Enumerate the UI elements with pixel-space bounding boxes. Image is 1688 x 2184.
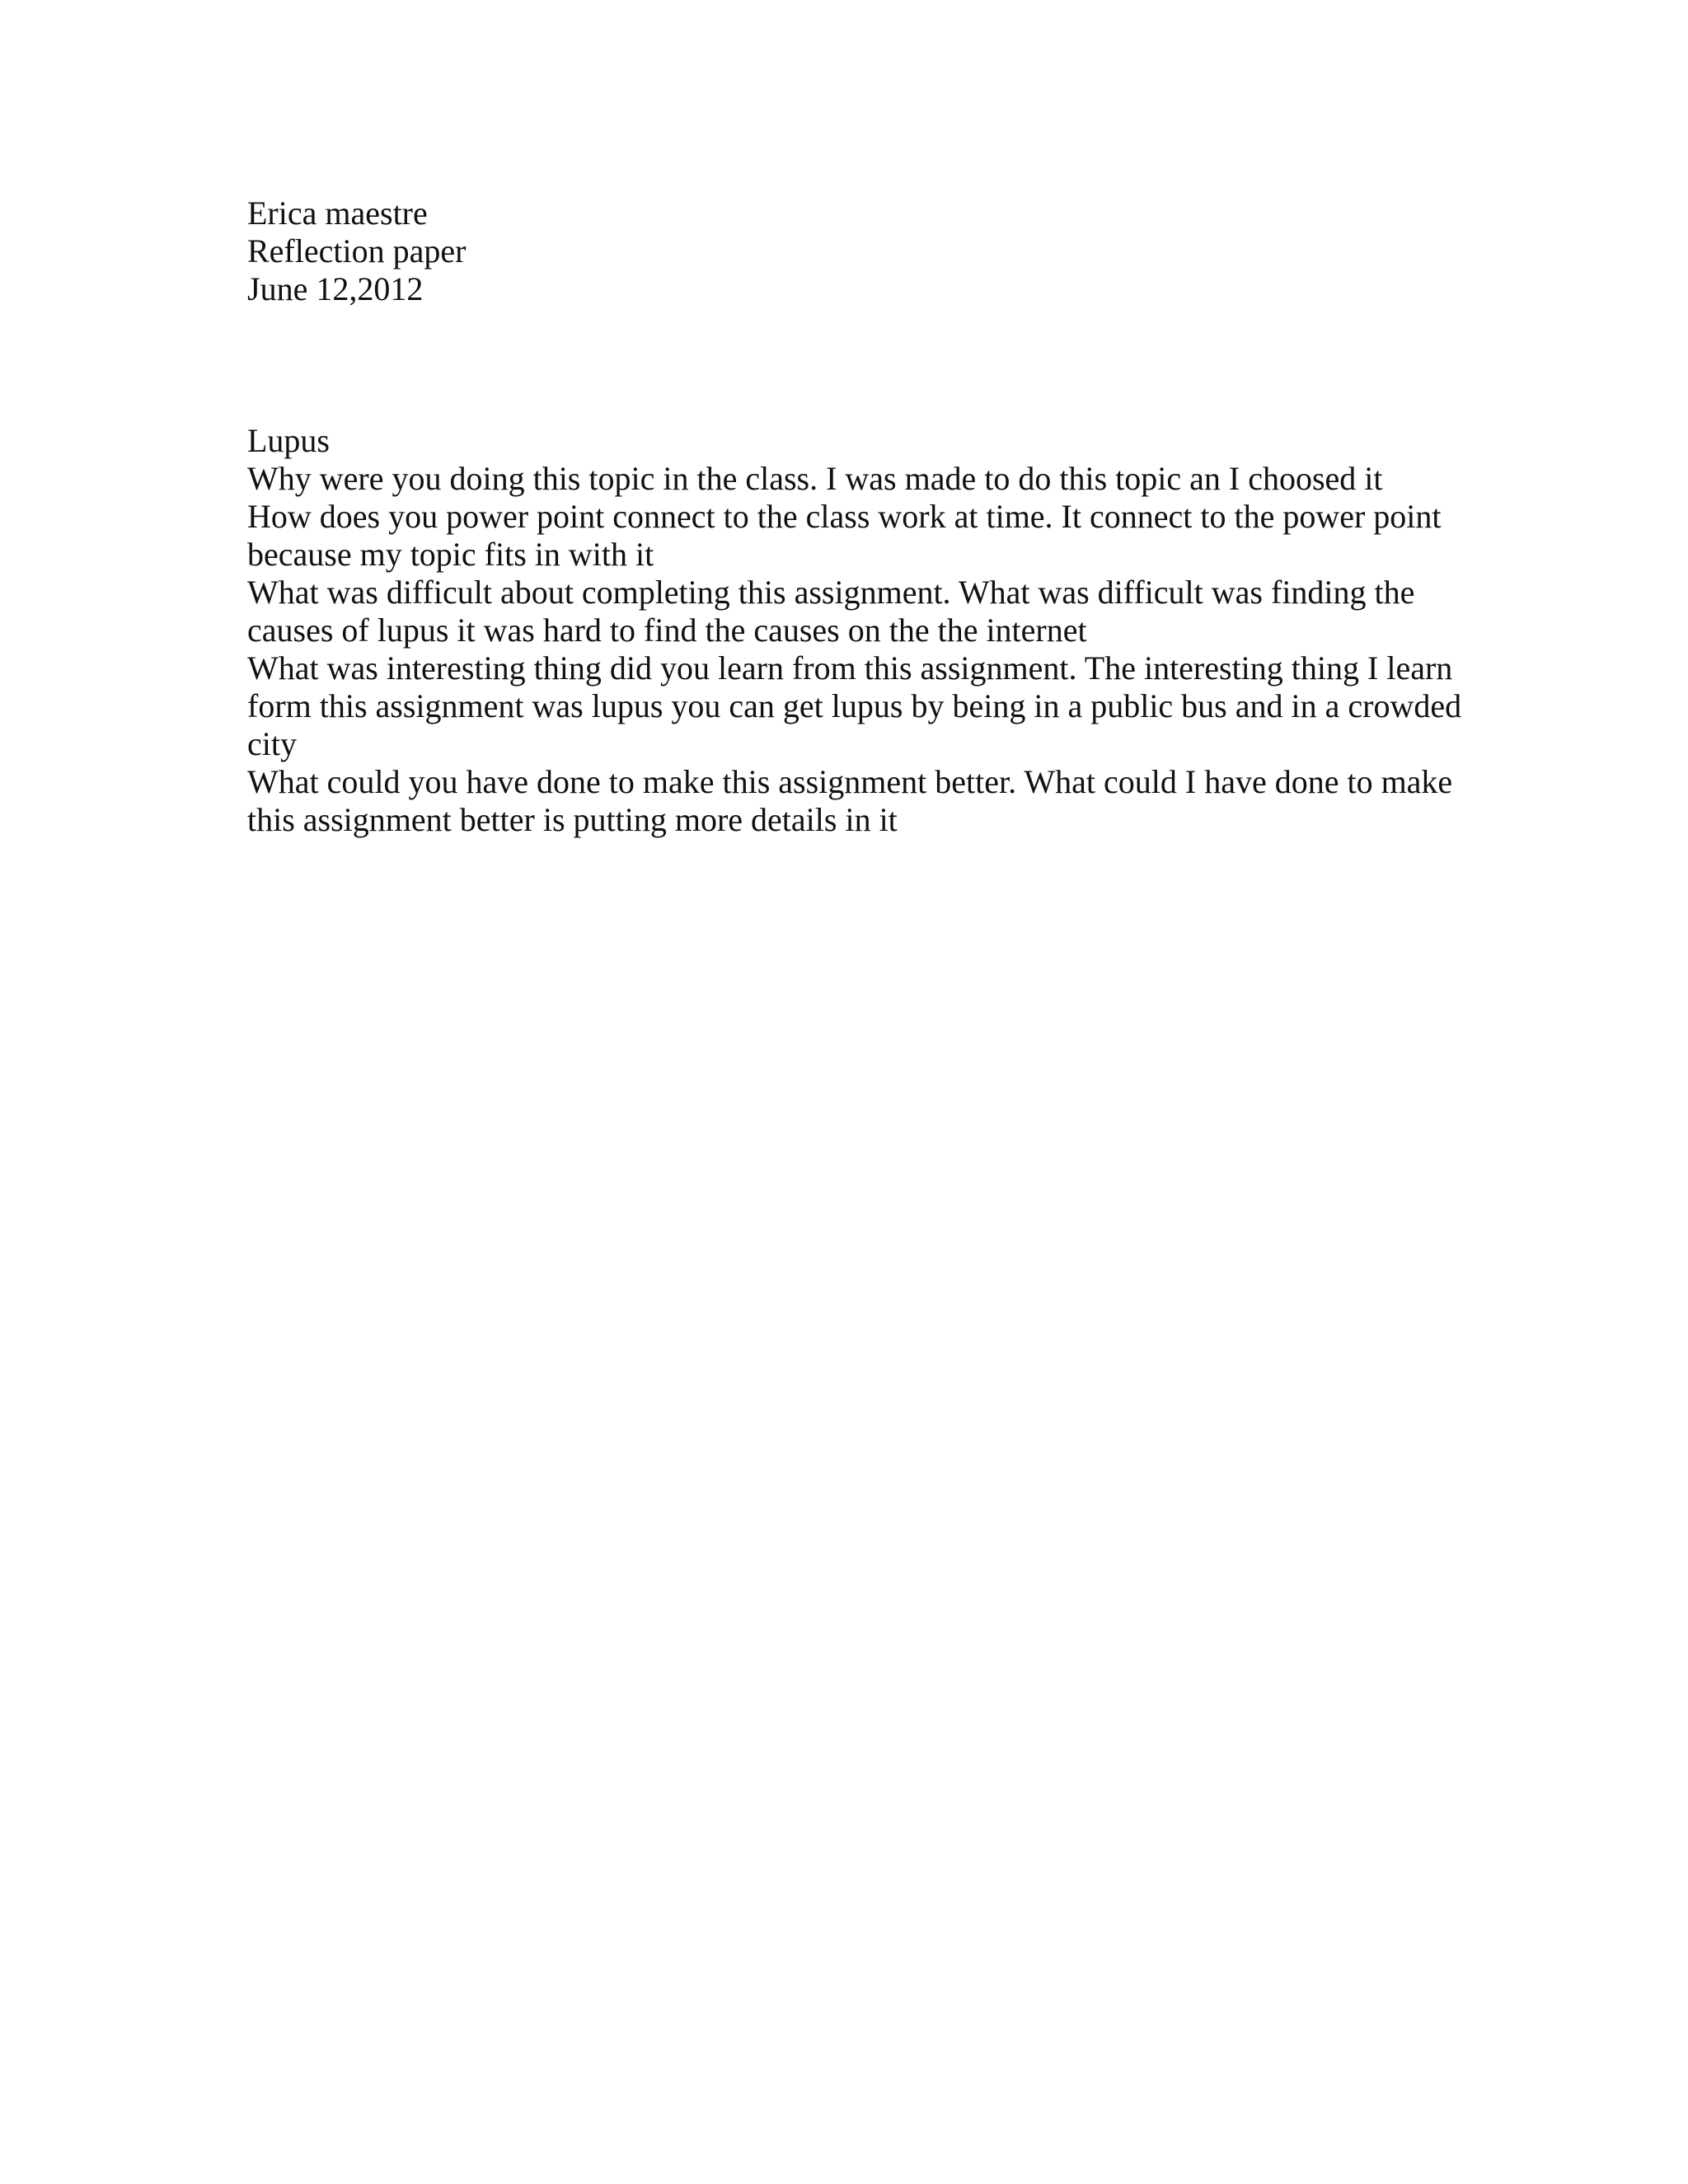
document-type: Reflection paper	[247, 232, 467, 269]
topic-title: Lupus	[247, 422, 330, 459]
paragraph-improvement: What could you have done to make this assignment better. What could I have done to make this assignment better is putting more details in it	[247, 763, 1453, 838]
document-header	[247, 194, 1467, 308]
document-date: June 12,2012	[247, 270, 424, 307]
document-content	[247, 194, 1467, 839]
document-body	[247, 422, 1467, 839]
paragraph-why-topic: Why were you doing this topic in the class. I was made to do this topic an I choosed it	[247, 460, 1383, 497]
paragraph-interesting: What was interesting thing did you learn from this assignment. The interesting thing I learn form this assignment was lupus you can get lupus by being in a public bus and in a crowded city	[247, 649, 1462, 762]
paragraph-connection: How does you power point connect to the class work at time. It connect to the power point because my topic fits in with it	[247, 498, 1442, 573]
paragraph-difficulty: What was difficult about completing this assignment. What was difficult was finding the causes of lupus it was hard to find the causes on the the internet	[247, 574, 1415, 649]
author-name: Erica maestre	[247, 194, 428, 232]
